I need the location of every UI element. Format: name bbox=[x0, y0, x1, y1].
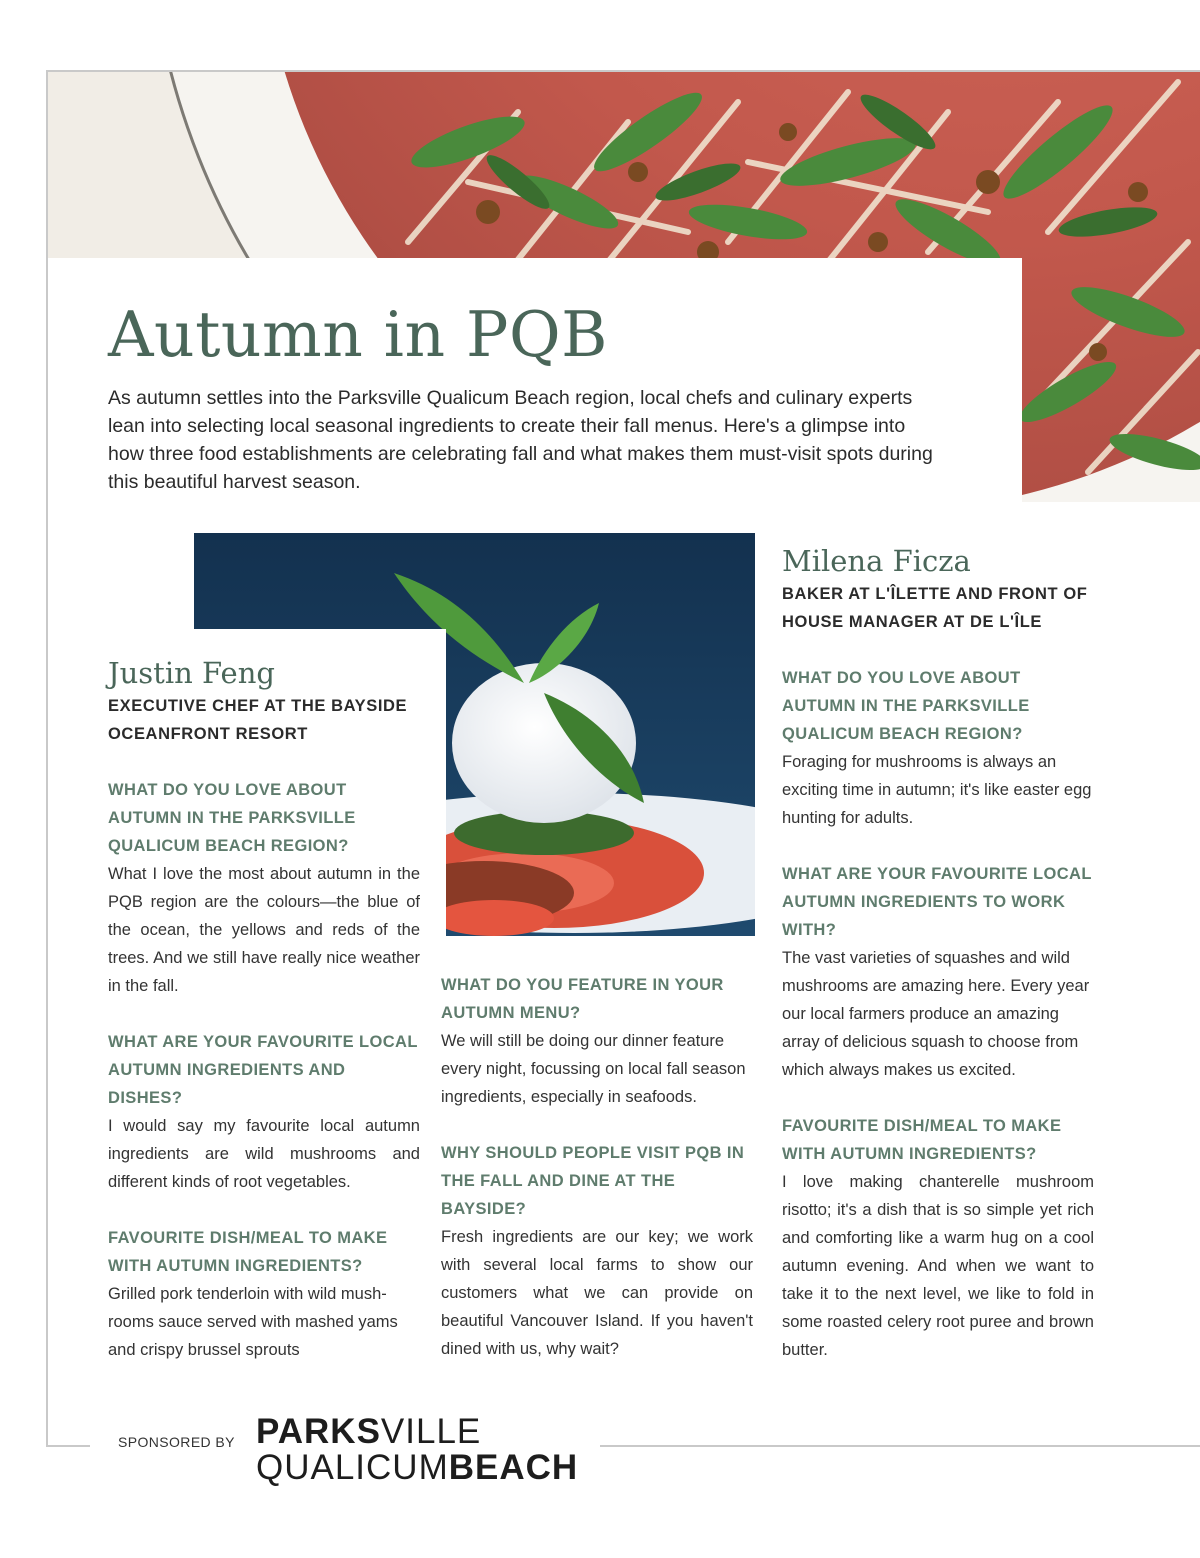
justin-column-middle bbox=[441, 971, 753, 1391]
milena-column bbox=[782, 664, 1094, 1392]
question: FAVOURITE DISH/MEAL TO MAKE WITH AUTUMN INGREDIENTS? bbox=[782, 1117, 1062, 1163]
logo-text: VILLE bbox=[380, 1412, 482, 1451]
frame-bottom-line-left bbox=[46, 1445, 90, 1447]
chef-name-justin: Justin Feng bbox=[108, 656, 275, 690]
chef-role-justin-line1: EXECUTIVE CHEF AT THE BAYSIDE bbox=[108, 697, 408, 715]
question: WHY SHOULD PEOPLE VISIT PQB IN THE FALL AND DINE AT THE BAYSIDE? bbox=[441, 1144, 745, 1218]
logo-text: BEACH bbox=[448, 1448, 579, 1487]
justin-column-left bbox=[108, 776, 420, 1392]
logo-text: QUALICUM bbox=[256, 1448, 449, 1487]
question: WHAT DO YOU FEATURE IN YOUR AUTUMN MENU? bbox=[441, 976, 724, 1022]
chef-role-milena-line1: BAKER AT L'ÎLETTE AND FRONT OF bbox=[782, 585, 1088, 603]
sponsored-by-label: SPONSORED BY bbox=[118, 1434, 235, 1450]
chef-role-milena-line2: HOUSE MANAGER AT DE L'ÎLE bbox=[782, 613, 1043, 631]
article-intro: As autumn settles into the Parksville Qualicum Beach region, local chefs and culinary experts lean into selecting local seasonal ingredients to create their fall menus. Here's a glimpse into how three food establishments are celebrating fall and what makes them must-visit spots during this beautiful harvest season. bbox=[108, 387, 933, 493]
article-title: Autumn in PQB bbox=[108, 298, 608, 371]
question: WHAT DO YOU LOVE ABOUT AUTUMN IN THE PARKSVILLE QUALICUM BEACH REGION? bbox=[782, 669, 1030, 743]
question: FAVOURITE DISH/MEAL TO MAKE WITH AUTUMN INGREDIENTS? bbox=[108, 1229, 388, 1275]
question: WHAT ARE YOUR FAVOURITE LOCAL AUTUMN INGREDIENTS AND DISHES? bbox=[108, 1033, 418, 1107]
chef-name-milena: Milena Ficza bbox=[782, 544, 971, 578]
answer: I love making chanterelle mushroom risotto; it's a dish that is so simple yet rich and comforting like a warm hug on a cool autumn evening. And when we want to take it to the next level, we like to fold in some roasted celery root puree and brown butter. bbox=[782, 1173, 1094, 1359]
parksville-qualicum-beach-logo bbox=[256, 1414, 578, 1486]
question: WHAT ARE YOUR FAVOURITE LOCAL AUTUMN INGREDIENTS TO WORK WITH? bbox=[782, 865, 1092, 939]
answer: Grilled pork tenderloin with wild mush-rooms sauce served with mashed yams and crispy brussel sprouts bbox=[108, 1285, 398, 1359]
answer: The vast varieties of squashes and wild mushrooms are amazing here. Every year our local farmers produce an amazing array of delicious squash to choose from which always makes us excited. bbox=[782, 949, 1090, 1079]
frame-bottom-line-right bbox=[600, 1445, 1200, 1447]
answer: What I love the most about autumn in the PQB region are the colours—the blue of the ocean, the yellows and reds of the trees. And we still have really nice weather in the fall. bbox=[108, 865, 420, 995]
answer: Foraging for mushrooms is always an exciting time in autumn; it's like easter egg hunting for adults. bbox=[782, 753, 1092, 827]
chef-role-justin-line2: OCEANFRONT RESORT bbox=[108, 725, 308, 743]
answer: Fresh ingredients are our key; we work with several local farms to show our customers what we can provide on beautiful Vancouver Island. If you haven't dined with us, why wait? bbox=[441, 1228, 753, 1358]
answer: We will still be doing our dinner feature every night, focussing on local fall season ingredients, especially in seafoods. bbox=[441, 1032, 746, 1106]
logo-text: PARKS bbox=[256, 1412, 381, 1451]
answer: I would say my favourite local autumn ingredients are wild mushrooms and different kinds of root vegetables. bbox=[108, 1117, 420, 1191]
question: WHAT DO YOU LOVE ABOUT AUTUMN IN THE PARKSVILLE QUALICUM BEACH REGION? bbox=[108, 781, 356, 855]
